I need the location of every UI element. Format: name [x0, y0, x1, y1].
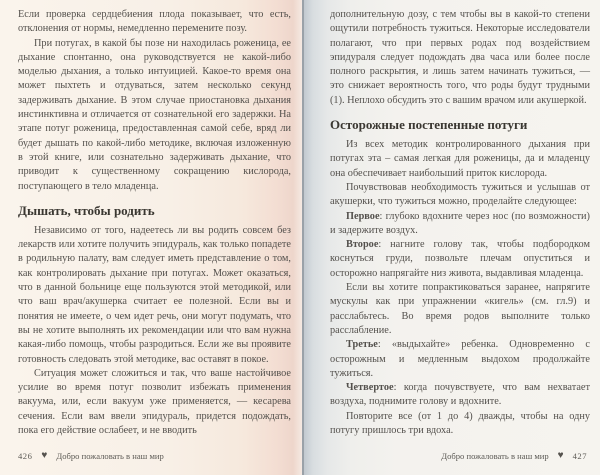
page-right-text [330, 8, 590, 438]
page-number: 427 [572, 451, 587, 461]
page-number: 426 [18, 451, 33, 461]
paragraph-step [330, 381, 590, 410]
running-title: Добро пожаловать в наш мир [441, 451, 549, 461]
page-footer-left [18, 451, 164, 461]
running-title: Добро пожаловать в наш мир [56, 451, 164, 461]
paragraph: Почувствовав необходимость тужиться и услышав от акушерки, что тужиться можно, проделайте следующее: [330, 181, 590, 208]
paragraph: Если проверка сердцебиения плода показывает, что есть, отклонения от нормы, немедленно перемените позу. [18, 9, 291, 35]
step-text: : нагните голову так, чтобы подбородком коснуться груди, позвольте плечам опуститься и осторожно напрягайте низ живота, выдавливая младенца. [330, 239, 590, 279]
paragraph-step [330, 210, 590, 239]
step-text: : «выдыхайте» ребенка. Одновременно с осторожным и медленным выдохом продолжайте тужиться. [330, 339, 590, 379]
paragraph: Если вы хотите попрактиковаться заранее, напрягите мускулы как при упражнении «кигель» (см. гл.9) и расслабьтесь. Во время родов выполните только расслабление. [330, 282, 590, 336]
section-heading: Осторожные постепенные потуги [330, 117, 528, 133]
page-right [302, 0, 600, 475]
step-label: Первое [346, 210, 380, 222]
section-heading: Дышать, чтобы родить [18, 202, 155, 218]
step-text: : глубоко вдохните через нос (по возможности) и задержите воздух. [330, 210, 590, 236]
page-left-text [18, 8, 291, 438]
paragraph: При потугах, в какой бы позе ни находилась роженица, ее дыхание спонтанно, она руководствуется не какой-либо моделью дыхания, а только интуицией. Какое-то время она может пыхтеть и отдуваться, затем несколько секунд задерживать дыхание. В этом случае приостановка дыхания инстинктивна и отличается от сознательной его задержки. На этапе потуг роженица, предоставленная самой себе, вряд ли будет дышать по какой-либо методике, включая изложенную в этой книге, или сознательно задерживать дыхание, что приводит к существенному сокращению кислорода, поступающего в тело младенца. [18, 37, 291, 192]
paragraph-step [330, 238, 590, 281]
step-label: Третье [346, 339, 378, 351]
step-label: Четвертое [346, 382, 394, 394]
step-label: Второе [346, 239, 379, 251]
paragraph: дополнительную дозу, с тем чтобы вы в какой-то степени ощутили потребность тужиться. Некоторые исследователи полагают, что при первых родах под воздействием эпидураля следует подождать два часа или более после полного раскрытия, и лишь затем начинать тужиться, — это снижает вероятность того, что роды будут трудными (1). Неплохо обсудить это с вашим врачом или акушеркой. [330, 9, 590, 106]
paragraph: Повторите все (от 1 до 4) дважды, чтобы на одну потугу пришлось три вдоха. [330, 410, 590, 437]
heart-icon: ♥ [557, 450, 564, 461]
step-text: : когда почувствуете, что вам нехватает воздуха, поднимите голову и вдохните. [330, 382, 590, 408]
page-footer-right [441, 451, 587, 461]
paragraph: Ситуация может сложиться и так, что ваше настойчивое усилие во время потуг позволит избежать применения вакуума, или, если вакуум уже применяется, — кесарева сечения. Если вам ввели эпидураль, придется подождать, пока его действие ослабеет, и не вводить [18, 367, 291, 437]
paragraph-step [330, 338, 590, 381]
heart-icon: ♥ [41, 450, 48, 461]
paragraph: Независимо от того, надеетесь ли вы родить совсем без лекарств или хотите получить эпидураль, как только попадете в родильную палату, вам следует иметь представление о том, как контролировать дыхание при потугах. Может оказаться, что в данной больнице еще пользуются этой методикой, или что ваш врач/акушерка считает ее полезной. Если вы и понятия не имеете, о чем идет речь, они могут подумать, что вы не хотите выполнять их рекомендации или что вам нужна какая-либо помощь, чтобы разродиться. Если же вы проявите готовность следовать этой методике, вас оставят в покое. [18, 224, 291, 365]
paragraph: Из всех методик контролированного дыхания при потугах эта – самая легкая для роженицы, да и младенцу она обеспечивает наибольший приток кислорода. [330, 139, 590, 179]
